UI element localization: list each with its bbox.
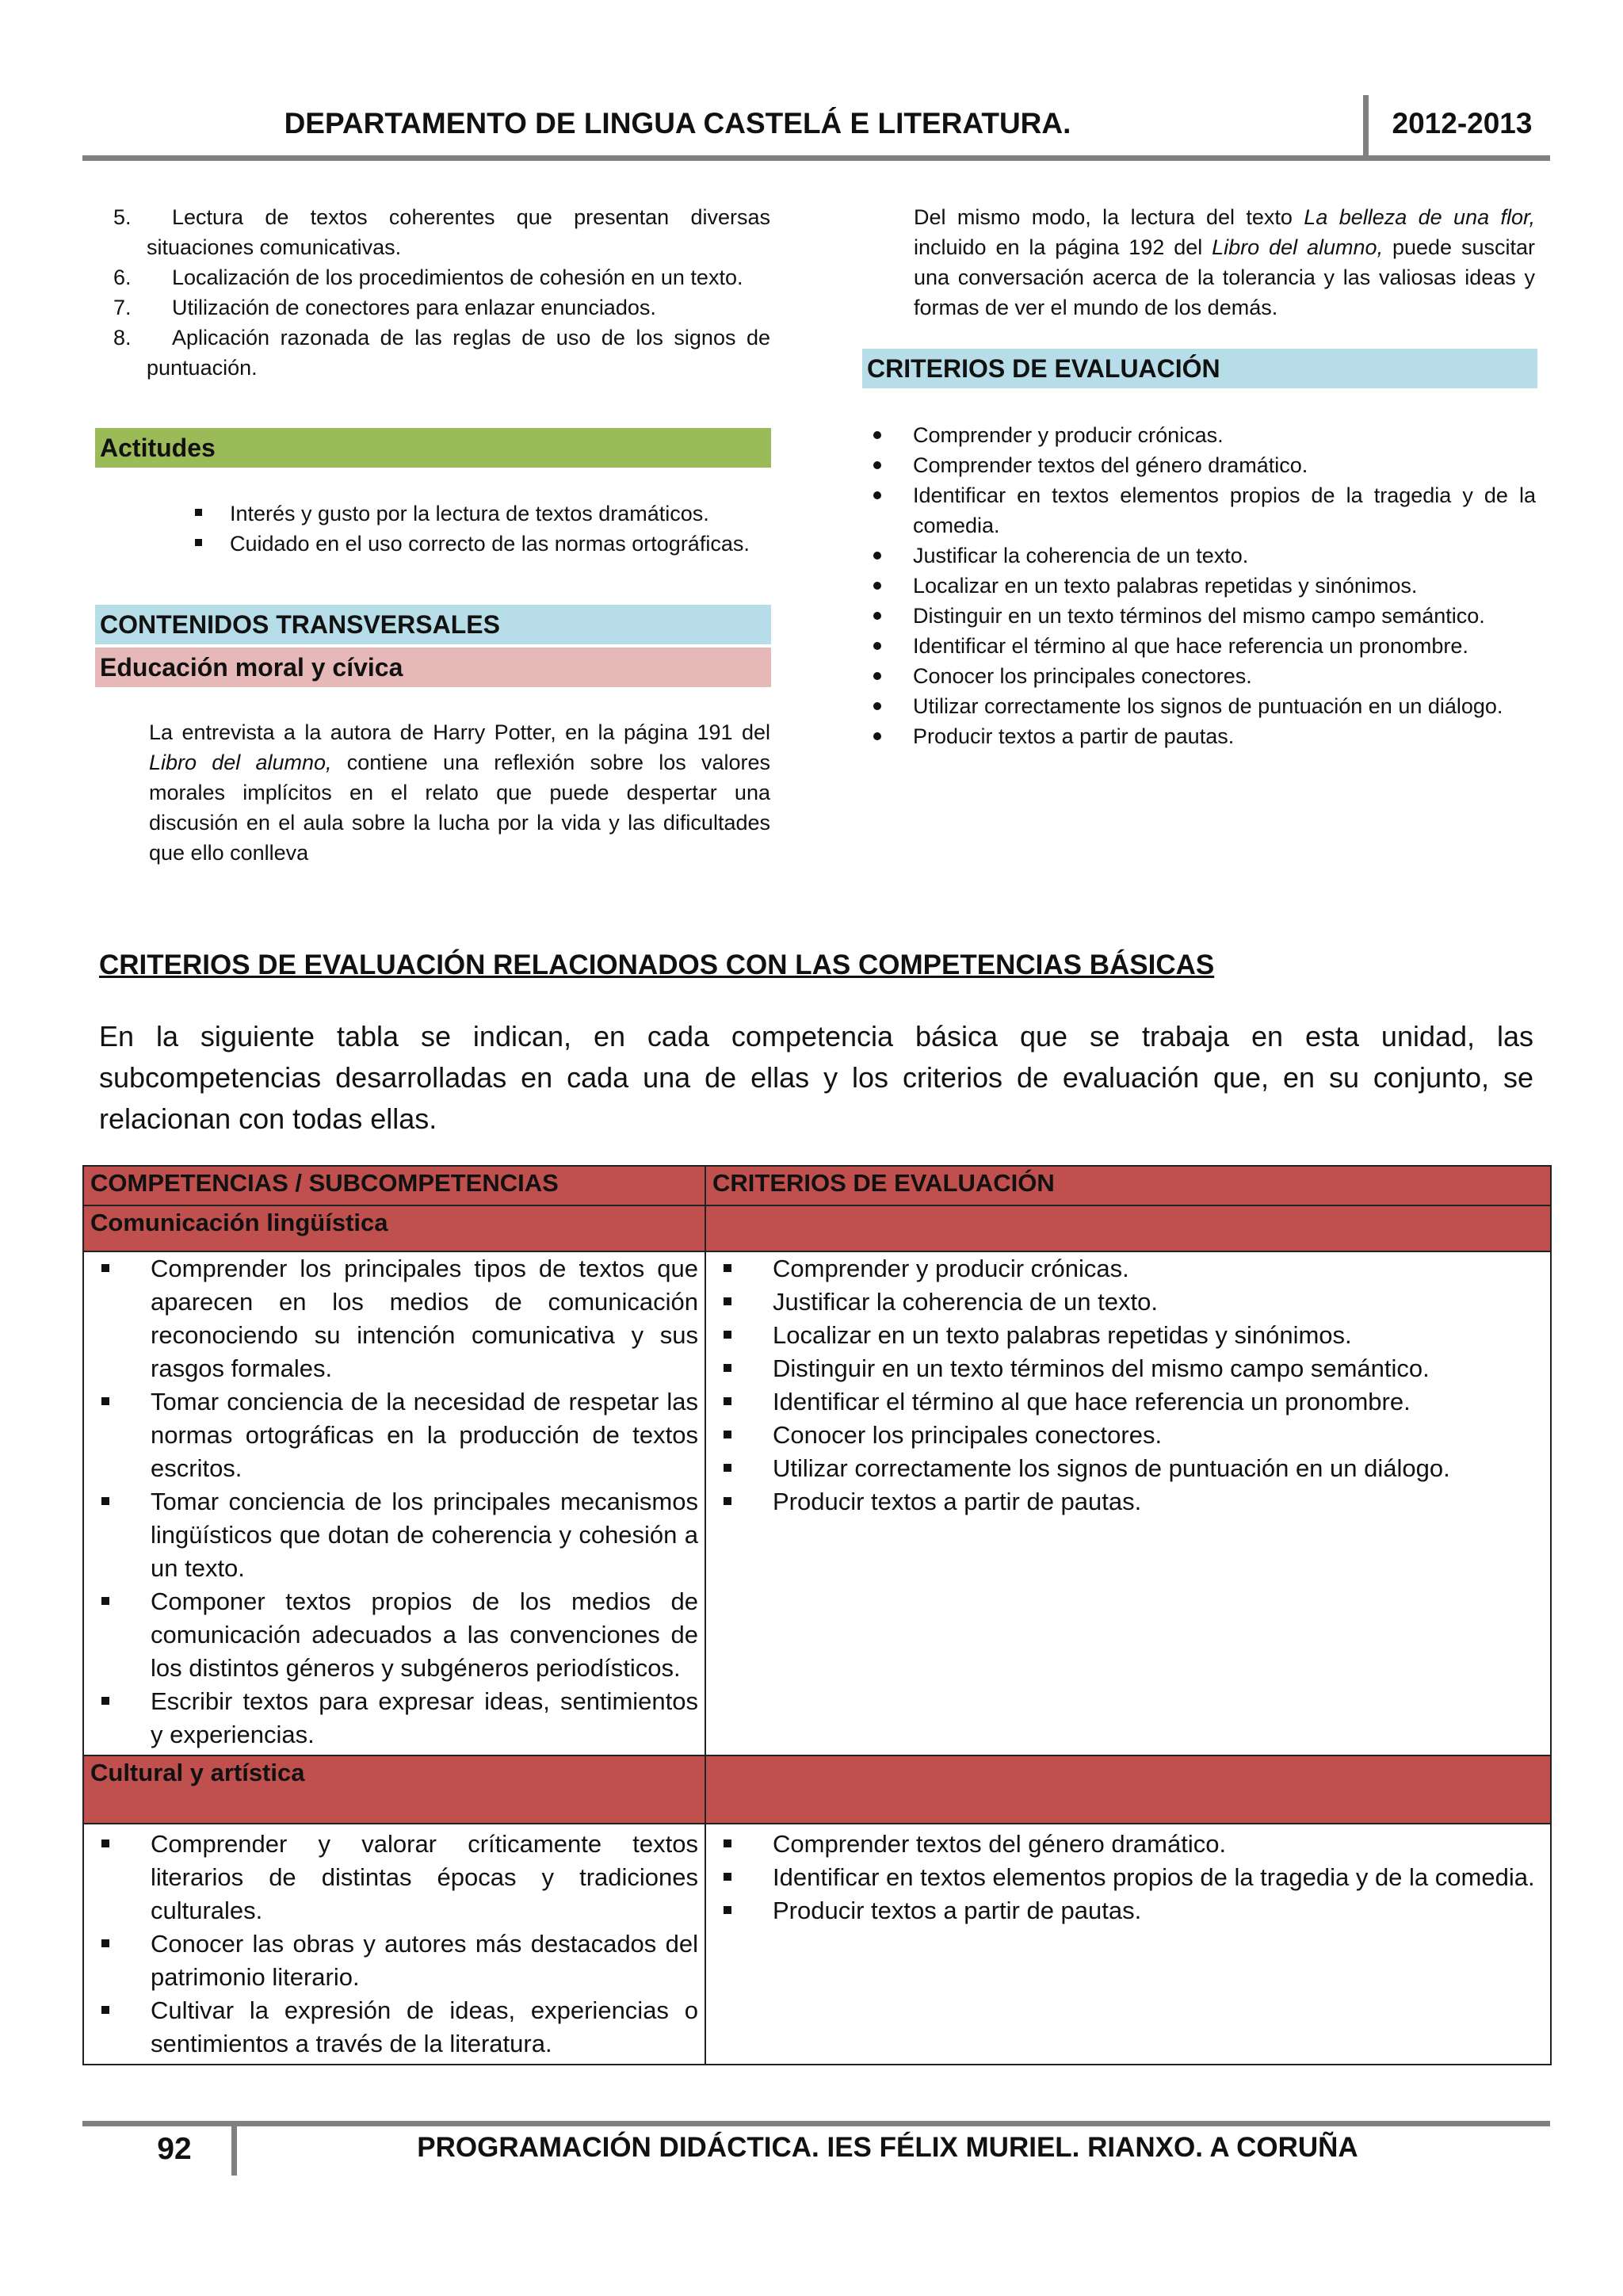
table-header-competencias: COMPETENCIAS / SUBCOMPETENCIAS [83, 1166, 705, 1205]
moral-paragraph: La entrevista a la autora de Harry Potter, en la página 191 del Libro del alumno, contiene una reflexión sobre los valores morales implícitos en el relato que puede despertar una discusión en el aula sobre la lucha por la vida y las dificultades que ello conlleva [149, 720, 770, 865]
section-intro: En la siguiente tabla se indican, en cada competencia básica que se trabaja en esta unidad, las subcompetencias desarrolladas en cada una de ellas y los criterios de evaluación que, en su conjunto, se relacionan con todas ellas. [99, 1020, 1533, 1135]
footer-text: PROGRAMACIÓN DIDÁCTICA. IES FÉLIX MURIEL. RIANXO. A CORUÑA [417, 2132, 1358, 2163]
group-empty-cell [705, 1205, 1551, 1251]
list-item: Producir textos a partir de pautas. [864, 721, 1536, 751]
actitudes-list [181, 499, 770, 559]
right-paragraph-block [914, 202, 1535, 323]
group-name-cultural: Cultural y artística [83, 1755, 705, 1824]
list-item: Conocer los principales conectores. [712, 1419, 1544, 1452]
criterios-cell [705, 1824, 1551, 2065]
criterios-heading: CRITERIOS DE EVALUACIÓN [862, 349, 1537, 388]
actitudes-heading: Actitudes [95, 428, 771, 468]
table-row [83, 1824, 1551, 2065]
list-item: Conocer las obras y autores más destacados del patrimonio literario. [90, 1927, 698, 1994]
criterios-cell [705, 1251, 1551, 1755]
page-number: 92 [157, 2132, 192, 2166]
competencias-cell [83, 1824, 705, 2065]
list-item: Cuidado en el uso correcto de las normas ortográficas. [181, 529, 770, 559]
table-header-criterios: CRITERIOS DE EVALUACIÓN [705, 1166, 1551, 1205]
list-item: 7. Utilización de conectores para enlazar enunciados. [113, 296, 656, 319]
footer-rule [82, 2121, 1550, 2126]
list-item: Identificar el término al que hace referencia un pronombre. [712, 1385, 1544, 1419]
list-item: Escribir textos para expresar ideas, sentimientos y experiencias. [90, 1685, 698, 1752]
footer-divider-vertical [231, 2126, 237, 2176]
transversales-heading: CONTENIDOS TRANSVERSALES [95, 605, 771, 644]
competencias-cell [83, 1251, 705, 1755]
table-group-row [83, 1205, 1551, 1251]
list-item: Cultivar la expresión de ideas, experiencias o sentimientos a través de la literatura. [90, 1994, 698, 2061]
list-item: Localizar en un texto palabras repetidas y sinónimos. [864, 571, 1536, 601]
table-header-row [83, 1166, 1551, 1205]
criterios-table-list [712, 1828, 1544, 1927]
list-item: Justificar la coherencia de un texto. [864, 541, 1536, 571]
table-group-row [83, 1755, 1551, 1824]
list-item: Utilizar correctamente los signos de puntuación en un diálogo. [864, 691, 1536, 721]
criterios-block [864, 420, 1536, 751]
list-item: Identificar el término al que hace referencia un pronombre. [864, 631, 1536, 661]
list-item: Producir textos a partir de pautas. [712, 1894, 1544, 1927]
table-row [83, 1251, 1551, 1755]
list-item: Comprender textos del género dramático. [864, 450, 1536, 480]
competencias-list [90, 1252, 698, 1752]
list-item: Tomar conciencia de la necesidad de respetar las normas ortográficas en la producción de textos escritos. [90, 1385, 698, 1485]
list-item: Identificar en textos elementos propios de la tragedia y de la comedia. [712, 1861, 1544, 1894]
list-item: Localizar en un texto palabras repetidas y sinónimos. [712, 1319, 1544, 1352]
list-item: Utilizar correctamente los signos de puntuación en un diálogo. [712, 1452, 1544, 1485]
section-title: CRITERIOS DE EVALUACIÓN RELACIONADOS CON LAS COMPETENCIAS BÁSICAS [99, 949, 1215, 980]
competencias-table [82, 1165, 1552, 2065]
group-empty-cell [705, 1755, 1551, 1824]
list-item: Distinguir en un texto términos del mismo campo semántico. [864, 601, 1536, 631]
list-item: 5. Lectura de textos coherentes que presentan diversas situaciones comunicativas. [113, 205, 770, 259]
list-item: Distinguir en un texto términos del mismo campo semántico. [712, 1352, 1544, 1385]
actitudes-block [181, 499, 770, 559]
list-item: Tomar conciencia de los principales mecanismos lingüísticos que dotan de coherencia y cohesión a un texto. [90, 1485, 698, 1585]
criterios-table-list [712, 1252, 1544, 1519]
list-item: 6. Localización de los procedimientos de cohesión en un texto. [113, 266, 743, 289]
list-item: Componer textos propios de los medios de comunicación adecuados a las convenciones de los distintos géneros y subgéneros periodísticos. [90, 1585, 698, 1685]
header-year: 2012-2013 [1392, 107, 1533, 139]
criterios-list [864, 420, 1536, 751]
header-rule [82, 155, 1550, 161]
list-item: Comprender y valorar críticamente textos literarios de distintas épocas y tradiciones culturales. [90, 1828, 698, 1927]
list-item: 8. Aplicación razonada de las reglas de uso de los signos de puntuación. [113, 326, 770, 380]
list-item: Identificar en textos elementos propios de la tragedia y de la comedia. [864, 480, 1536, 541]
list-item: Comprender los principales tipos de textos que aparecen en los medios de comunicación reconociendo su intención comunicativa y sus rasgos formales. [90, 1252, 698, 1385]
header-title: DEPARTAMENTO DE LINGUA CASTELÁ E LITERATURA. [284, 107, 1071, 139]
contenidos-numbered-list [99, 202, 770, 383]
moral-heading: Educación moral y cívica [95, 648, 771, 687]
list-item: Comprender y producir crónicas. [864, 420, 1536, 450]
competencias-list [90, 1828, 698, 2061]
moral-paragraph-block [149, 717, 770, 868]
list-item: Producir textos a partir de pautas. [712, 1485, 1544, 1519]
group-name-comunicacion: Comunicación lingüística [83, 1205, 705, 1251]
list-item: Conocer los principales conectores. [864, 661, 1536, 691]
header-divider-vertical [1363, 95, 1369, 159]
left-numbered-list-block [99, 202, 770, 383]
list-item: Interés y gusto por la lectura de textos dramáticos. [181, 499, 770, 529]
list-item: Comprender y producir crónicas. [712, 1252, 1544, 1286]
list-item: Comprender textos del género dramático. [712, 1828, 1544, 1861]
tolerancia-paragraph: Del mismo modo, la lectura del texto La belleza de una flor, incluido en la página 192 del Libro del alumno, puede suscitar una conversación acerca de la tolerancia y las valiosas ideas y formas de ver el mundo de los demás. [914, 205, 1535, 319]
list-item: Justificar la coherencia de un texto. [712, 1286, 1544, 1319]
